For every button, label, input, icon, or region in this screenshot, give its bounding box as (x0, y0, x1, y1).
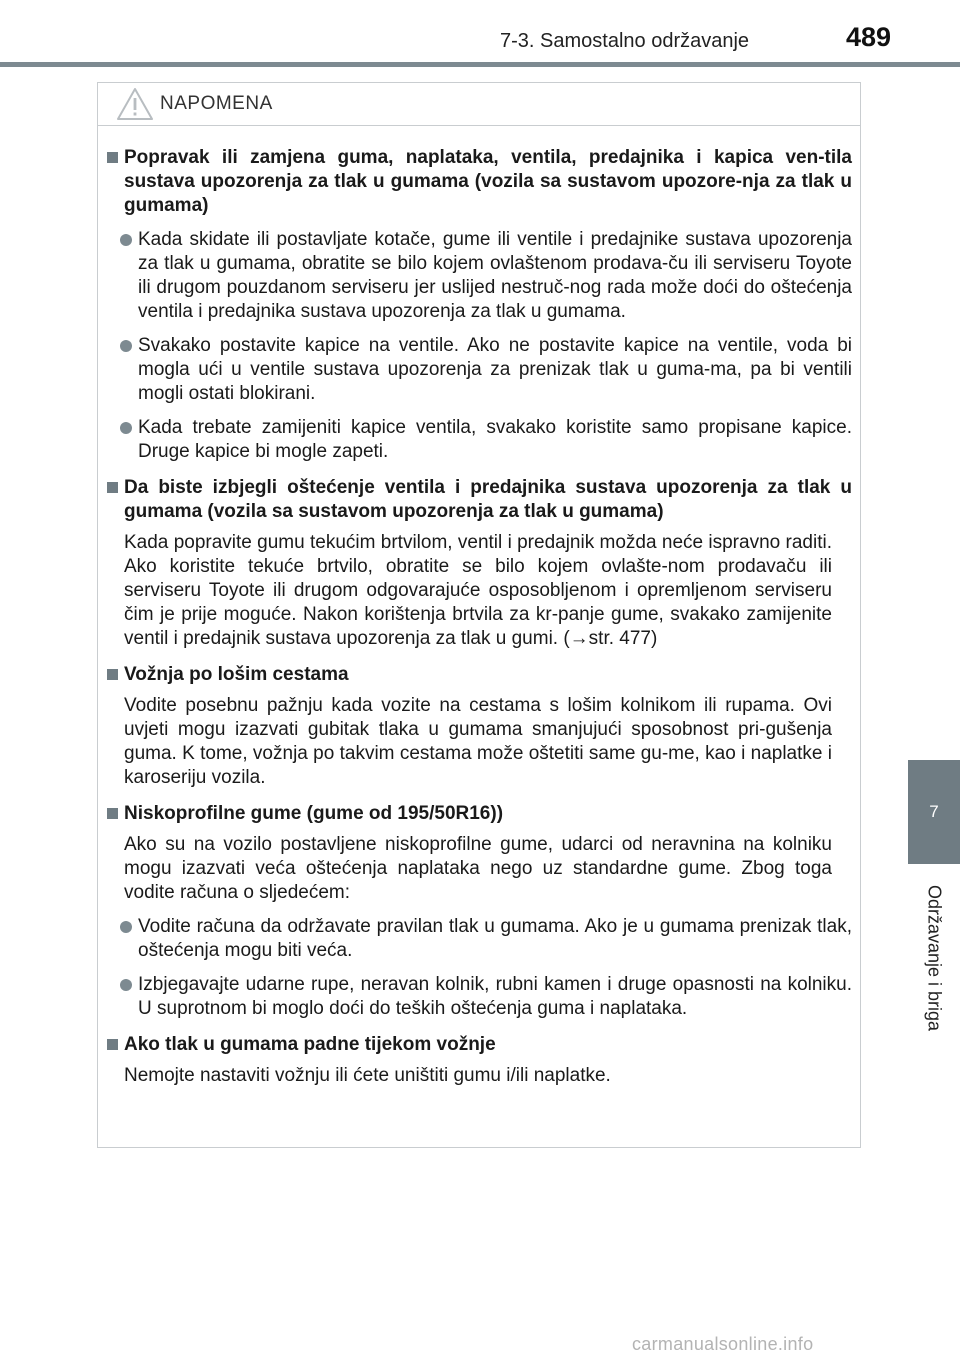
chapter-number: 7 (929, 802, 939, 821)
square-bullet-icon (107, 152, 118, 163)
section-heading-text: Vožnja po lošim cestama (124, 664, 349, 685)
note-section (106, 663, 852, 790)
watermark: carmanualsonline.info (632, 1334, 814, 1354)
chapter-tab[interactable] (908, 760, 960, 864)
section-heading (106, 663, 852, 687)
bullet-text: Kada skidate ili postavljate kotače, gume ili ventile i predajnike sustava upozorenja za tlak u gumama, obratite se bilo kojem ovlaštenom prodava-ču ili serviseru Toyote ili drugom pouzdanom serviseru jer uslijed nestruč-nog rada može doći do oštećenja ventila i predajnika sustava upozorenja za tlak u gumama. (138, 229, 852, 322)
bullet-item (106, 334, 852, 406)
circle-bullet-icon (120, 340, 132, 352)
note-title: NAPOMENA (160, 93, 273, 114)
section-text: Ako su na vozilo postavljene niskoprofilne gume, udarci od neravnina na kolniku mogu izazvati veća oštećenja naplataka nego uz standardne gume. Zbog toga vodite računa o sljedećem: (124, 834, 832, 903)
note-section (106, 476, 852, 651)
section-text: Nemojte nastaviti vožnju ili ćete uništiti gumu i/ili naplatke. (124, 1065, 611, 1086)
square-bullet-icon (107, 808, 118, 819)
bullet-item (106, 915, 852, 963)
bullet-item (106, 416, 852, 464)
section-heading-text: Ako tlak u gumama padne tijekom vožnje (124, 1034, 496, 1055)
chapter-title: Održavanje i briga (924, 884, 945, 1032)
section-text: Kada popravite gumu tekućim brtvilom, ventil i predajnik možda neće ispravno raditi. Ako koristite tekuće brtvilo, obratite se bilo kojem ovlašte-nom prodavaču ili serviseru Toyote ili drugom odgovarajuće osposobljenom i opremljenom serviseru čim je prije moguće. Nakon korištenja brtvila za kr-panje gume, svakako zamijenite ventil i predajnik sustava upozorenja za tlak u gumi. (→str. 477) (124, 532, 832, 649)
page-number: 489 (846, 22, 892, 52)
bullet-item (106, 228, 852, 324)
note-section (106, 146, 852, 464)
warning-triangle-icon (116, 87, 154, 121)
section-heading (106, 146, 852, 218)
circle-bullet-icon (120, 979, 132, 991)
bullet-text: Svakako postavite kapice na ventile. Ako ne postavite kapice na ventile, voda bi mogla ući u ventile sustava upozorenja za prenizak tlak u guma-ma, pa bi ventili mogli ostati blokirani. (138, 335, 852, 404)
section-heading-text: Niskoprofilne gume (gume od 195/50R16)) (124, 803, 504, 824)
section-heading-text: Da biste izbjegli oštećenje ventila i predajnika sustava upozorenja za tlak u gumama (vozila sa sustavom upozorenja za tlak u gumama) (124, 477, 852, 522)
header-rule (0, 62, 960, 67)
section-heading (106, 476, 852, 524)
circle-bullet-icon (120, 422, 132, 434)
square-bullet-icon (107, 669, 118, 680)
note-section (106, 1033, 852, 1088)
section-heading-text: Popravak ili zamjena guma, naplataka, ventila, predajnika i kapica ven-tila sustava upozorenja za tlak u gumama (vozila sa sustavom upozore-nja za tlak u gumama) (124, 147, 852, 216)
bullet-item (106, 973, 852, 1021)
note-header (98, 83, 860, 126)
section-heading (106, 1033, 852, 1057)
note-section (106, 802, 852, 1021)
square-bullet-icon (107, 1039, 118, 1050)
note-body (98, 126, 860, 1088)
note-box (97, 82, 861, 1148)
section-text: Vodite posebnu pažnju kada vozite na cestama s lošim kolnikom ili rupama. Ovi uvjeti mogu izazvati gubitak tlaka u gumama smanjujući sposobnost pri-gušenja guma. K tome, vožnja po takvim cestama može oštetiti same gu-me, kao i naplatke i karoseriju vozila. (124, 695, 832, 788)
section-heading (106, 802, 852, 826)
bullet-text: Izbjegavajte udarne rupe, neravan kolnik, rubni kamen i druge opasnosti na kolniku. U suprotnom bi moglo doći do teških oštećenja guma i naplataka. (138, 974, 852, 1019)
circle-bullet-icon (120, 921, 132, 933)
bullet-text: Kada trebate zamijeniti kapice ventila, svakako koristite samo propisane kapice. Druge kapice bi mogle zapeti. (138, 417, 852, 462)
header-section-title: 7-3. Samostalno održavanje (500, 30, 750, 52)
square-bullet-icon (107, 482, 118, 493)
bullet-text: Vodite računa da održavate pravilan tlak u gumama. Ako je u gumama prenizak tlak, oštećenja mogu biti veća. (138, 916, 852, 961)
circle-bullet-icon (120, 234, 132, 246)
